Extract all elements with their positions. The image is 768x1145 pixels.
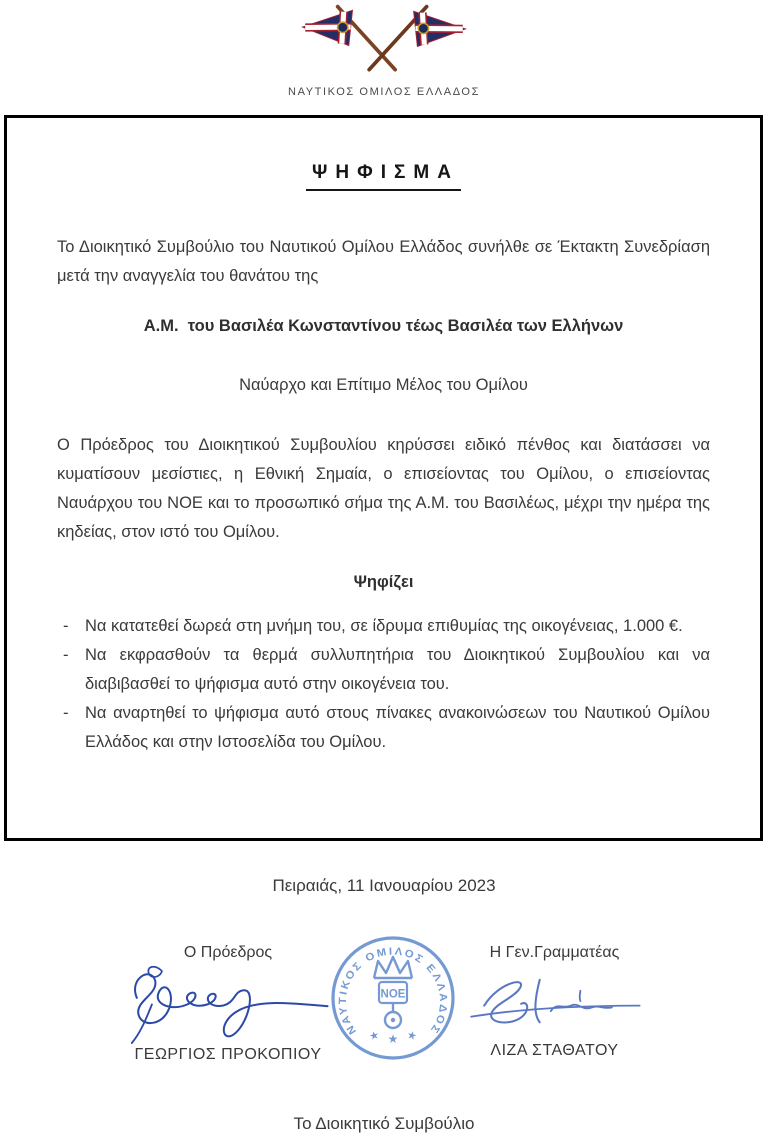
- resolution-title: ΨΗΦΙΣΜΑ: [306, 162, 461, 191]
- resolves-heading: Ψηφίζει: [353, 573, 414, 591]
- deceased-name-line: Α.Μ. του Βασιλέα Κωνσταντίνου τέως Βασιλέα των Ελλήνων: [143, 317, 624, 335]
- stamp-monogram: ΝΟΕ: [380, 988, 406, 1001]
- president-name: ΓΕΩΡΓΙΟΣ ΠΡΟΚΟΠΙΟΥ: [134, 1046, 322, 1063]
- bullet-marker: -: [63, 646, 69, 664]
- secretary-signature-icon: [462, 968, 647, 1034]
- list-item: [57, 641, 710, 699]
- president-signature-block: [108, 944, 348, 1064]
- secretary-signature-block: [452, 944, 657, 1060]
- resolution-text: Να κατατεθεί δωρεά στη μνήμη του, σε ίδρυμα επιθυμίας της οικογένειας, 1.000 €.: [85, 617, 683, 635]
- bullet-marker: -: [63, 617, 69, 635]
- club-stamp: [328, 933, 458, 1063]
- mourning-paragraph: Ο Πρόεδρος του Διοικητικού Συμβουλίου κηρύσσει ειδικό πένθος και διατάσσει να κυματίσουν μεσίστιες, η Εθνική Σημαία, ο επισείοντας του Ομίλου, ο επισείοντας Ναυάρχου του ΝΟΕ και το προσωπικό σήμα της Α.Μ. του Βασιλέως, μέχρι την ημέρα της κηδείας, στον ιστό του Ομίλου.: [57, 436, 710, 541]
- resolution-box: [4, 115, 763, 841]
- crossed-flags-icon: [295, 2, 473, 78]
- dateline: Πειραιάς, 11 Ιανουαρίου 2023: [272, 876, 496, 895]
- right-burgee-icon: [414, 11, 466, 46]
- left-burgee-icon: [302, 10, 352, 45]
- bullet-marker: -: [63, 704, 69, 722]
- resolution-text: Να εκφρασθούν τα θερμά συλλυπητήρια του Διοικητικού Συμβουλίου και να διαβιβασθεί το ψήφισμα αυτό στην οικογένεια του.: [85, 646, 710, 693]
- deceased-subtitle: Ναύαρχο και Επίτιμο Μέλος του Ομίλου: [239, 376, 528, 394]
- president-title: Ο Πρόεδρος: [183, 944, 273, 961]
- stamp-star-icon: ★: [405, 1029, 418, 1044]
- president-signature-icon: [108, 956, 348, 1048]
- club-logo-header: [0, 2, 768, 98]
- secretary-title: Η Γεν.Γραμματέας: [489, 944, 620, 961]
- secretary-name: ΛΙΖΑ ΣΤΑΘΑΤΟΥ: [490, 1042, 619, 1059]
- list-item: [57, 699, 710, 757]
- stamp-star-icon: ★: [387, 1032, 399, 1046]
- round-seal-icon: [328, 933, 458, 1063]
- club-name-caption: ΝΑΥΤΙΚΟΣ ΟΜΙΛΟΣ ΕΛΛΑΔΟΣ: [288, 86, 480, 98]
- closing-line: Το Διοικητικό Συμβούλιο: [293, 1114, 475, 1133]
- stamp-star-icon: ★: [368, 1029, 381, 1044]
- intro-paragraph: Το Διοικητικό Συμβούλιο του Ναυτικού Ομίλου Ελλάδος συνήλθε σε Έκτακτη Συνεδρίαση μετά την αναγγελία του θανάτου της: [57, 238, 710, 285]
- stamp-ring-text: ΝΑΥΤΙΚΟΣ ΟΜΙΛΟΣ ΕΛΛΑΔΟΣ: [336, 945, 450, 1037]
- resolution-text: Να αναρτηθεί το ψήφισμα αυτό στους πίνακες ανακοινώσεων του Ναυτικού Ομίλου Ελλάδος και στην Ιστοσελίδα του Ομίλου.: [85, 704, 710, 751]
- resolutions-list: [57, 612, 710, 757]
- list-item: [57, 612, 710, 641]
